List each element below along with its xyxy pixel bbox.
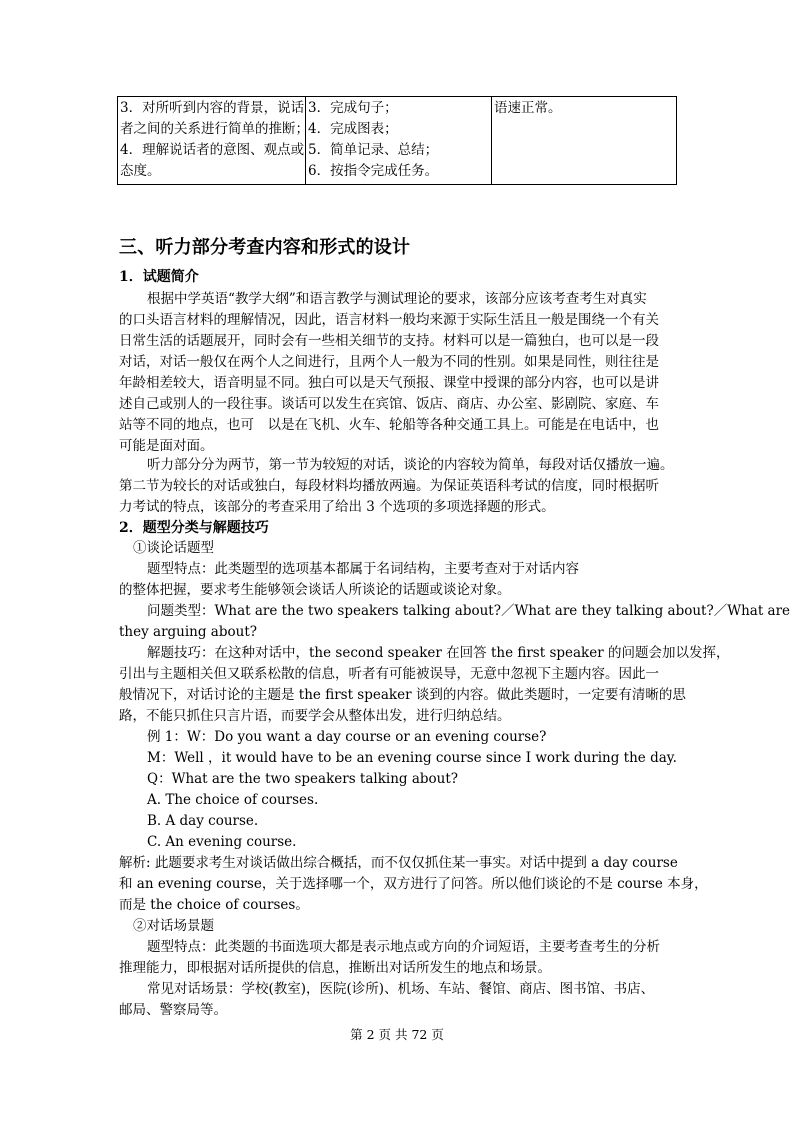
text-line: 题型特点：此类题型的选项基本都属于名词结构，主要考查对于对话内容 [147,561,579,577]
text-line: 般情况下，对话讨论的主题是 the first speaker 谈到的内容。做此类题时，一定要有清晰的思 [119,687,686,703]
table-line: 4．完成图表； [308,121,398,137]
example-line: 例 1：W：Do you want a day course or an evening course? [147,729,547,745]
text-line: 路，不能只抓住只言片语，而要学会从整体出发，进行归纳总结。 [119,708,511,724]
example-line: M：Well ，it would have to be an evening course since I work during the day. [147,750,677,766]
text-line: 邮局、警察局等。 [119,1002,227,1018]
table-line: 语速正常。 [494,100,562,116]
text-line: 日常生活的话题展开，同时会有一些相关细节的支持。材料可以是一篇独白，也可以是一段 [119,333,659,349]
example-line: Q：What are the two speakers talking about? [147,771,459,787]
text-line: 推理能力，即根据对话所提供的信息，推断出对话所发生的地点和场景。 [119,960,551,976]
table-line: 者之间的关系进行简单的推断； [120,121,309,137]
text-line: 第二节为较长的对话或独白，每段材料均播放两遍。为保证英语科考试的信度，同时根据听 [119,478,659,494]
section-3-heading: 三、听力部分考查内容和形式的设计 [119,237,411,258]
text-line: 可能是面对面。 [119,438,214,454]
text-line: 解题技巧：在这种对话中，the second speaker 在回答 the first speaker 的问题会加以发挥， [147,645,730,661]
requirements-table [117,96,677,185]
text-line: 常见对话场景：学校(教室)，医院(诊所)、机场、车站、餐馆、商店、图书馆、书店、 [147,981,655,997]
subsection-1-heading: 1．试题简介 [119,269,199,285]
table-line: 4．理解说话者的意图、观点或 [120,142,305,158]
type-1-title: ①谈论话题型 [133,540,214,556]
table-cell-skills [118,97,309,185]
example-option: B. A day course. [147,813,259,829]
type-2-title: ②对话场景题 [133,918,214,934]
analysis-line: 解析: 此题要求考生对谈话做出综合概括，而不仅仅抓住某一事实。对话中提到 a day course [119,855,678,871]
page-number-footer: 第 2 页 共 72 页 [350,1027,444,1042]
text-line: 的整体把握，要求考生能够领会谈话人所谈论的话题或谈论对象。 [119,582,511,598]
table-cell-tasks [306,97,492,185]
text-line: 力考试的特点，该部分的考查采用了给出 3 个选项的多项选择题的形式。 [119,499,555,515]
table-line: 6．按指令完成任务。 [308,163,439,179]
type-1-block [119,538,791,1021]
text-line: 引出与主题相关但又联系松散的信息，听者有可能被误导，无意中忽视下主题内容。因此一 [119,666,659,682]
table-cell-speed [492,97,677,185]
text-line: 站等不同的地点，也可 以是在飞机、火车、轮船等各种交通工具上。可能是在电话中，也 [119,417,659,433]
text-line: 根据中学英语“教学大纲”和语言教学与测试理论的要求，该部分应该考查考生对真实 [147,291,647,307]
text-line: 听力部分分为两节，第一节为较短的对话，谈论的内容较为简单，每段对话仅播放一遍。 [147,457,674,473]
example-option: C. An evening course. [147,834,297,850]
table-line: 3．完成句子； [308,100,398,116]
intro-paragraph-2 [119,455,691,518]
table-line: 态度。 [120,163,161,179]
text-line: 对话，对话一般仅在两个人之间进行，且两个人一般为不同的性别。如果是同性，则往往是 [119,354,659,370]
text-line: they arguing about? [119,624,257,640]
text-line: 题型特点：此类题的书面选项大都是表示地点或方向的介词短语，主要考查考生的分析 [147,939,660,955]
subsection-2-heading: 2．题型分类与解题技巧 [119,520,269,536]
intro-paragraph-1 [119,289,691,457]
table-line: 3．对所听到内容的背景，说话 [120,100,305,116]
analysis-line: 而是 the choice of courses。 [119,897,309,913]
text-line: 问题类型：What are the two speakers talking about?／What are they talking about?／What are [147,603,791,619]
text-line: 述自己或别人的一段往事。谈话可以发生在宾馆、饭店、商店、办公室、影剧院、家庭、车 [119,396,659,412]
example-option: A. The choice of courses. [147,792,319,808]
text-line: 的口头语言材料的理解情况，因此，语言材料一般均来源于实际生活且一般是围绕一个有关 [119,312,659,328]
table-line: 5．简单记录、总结； [308,142,439,158]
analysis-line: 和 an evening course，关于选择哪一个，双方进行了问答。所以他们谈论的不是 course 本身， [119,876,708,892]
text-line: 年龄相差较大，语音明显不同。独白可以是天气预报、课堂中授课的部分内容，也可以是讲 [119,375,659,391]
